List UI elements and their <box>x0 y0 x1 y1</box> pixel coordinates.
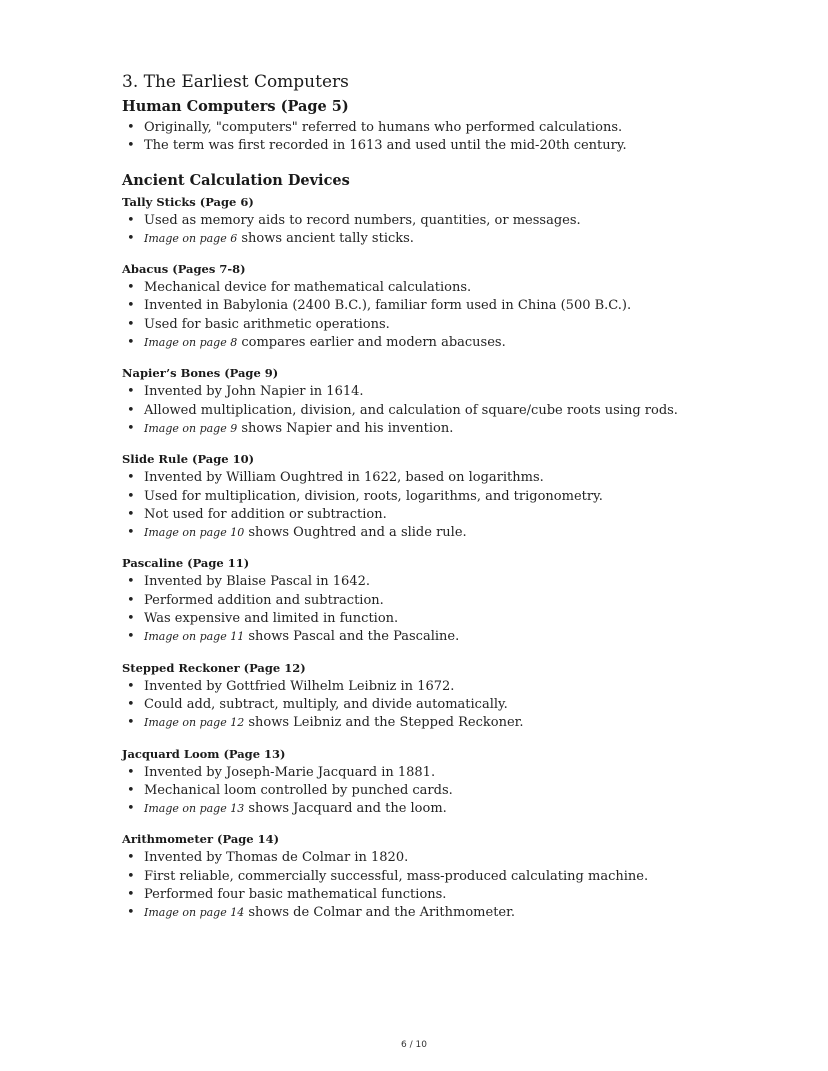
list-item: • Was expensive and limited in function. <box>144 610 722 628</box>
list-item: • Used for basic arithmetic operations. <box>144 316 722 334</box>
device-heading: Stepped Reckoner (Page 12) <box>122 660 306 675</box>
list-item: • Not used for addition or subtraction. <box>144 506 722 524</box>
image-reference-text: shows de Colmar and the Arithmometer. <box>244 905 516 921</box>
image-reference-item <box>144 628 722 646</box>
image-reference-item <box>144 230 722 248</box>
list-item: • Invented by Blaise Pascal in 1642. <box>144 573 722 591</box>
image-reference-label: Image on page 12 <box>144 716 245 730</box>
image-reference-text: compares earlier and modern abacuses. <box>237 335 506 351</box>
list-item: • Invented in Babylonia (2400 B.C.), familiar form used in China (500 B.C.). <box>144 297 722 315</box>
image-reference-text: shows Jacquard and the loom. <box>244 801 447 817</box>
device-list <box>122 849 722 922</box>
device-heading: Napier’s Bones (Page 9) <box>122 366 279 381</box>
list-item: • Used for multiplication, division, roots, logarithms, and trigonometry. <box>144 488 722 506</box>
list-item: • Invented by William Oughtred in 1622, based on logarithms. <box>144 469 722 487</box>
human-computers-list <box>122 119 722 156</box>
image-reference-item <box>144 904 722 922</box>
image-reference-item <box>144 714 722 732</box>
image-reference-label: Image on page 14 <box>144 906 245 920</box>
device-heading: Slide Rule (Page 10) <box>122 452 255 467</box>
device-heading: Pascaline (Page 11) <box>122 556 250 571</box>
list-item: • Performed four basic mathematical functions. <box>144 886 722 904</box>
list-item: • The term was first recorded in 1613 and used until the mid-20th century. <box>144 137 722 155</box>
image-reference-text: shows Oughtred and a slide rule. <box>244 525 467 541</box>
list-item: • Performed addition and subtraction. <box>144 592 722 610</box>
page-number: 6 / 10 <box>401 1040 427 1050</box>
device-list <box>122 383 722 438</box>
image-reference-label: Image on page 8 <box>144 336 238 350</box>
image-reference-label: Image on page 6 <box>144 231 238 245</box>
image-reference-item <box>144 334 722 352</box>
device-list <box>122 573 722 646</box>
list-item: • Invented by Thomas de Colmar in 1820. <box>144 849 722 867</box>
document-page <box>122 72 722 923</box>
list-item: • Mechanical device for mathematical calculations. <box>144 279 722 297</box>
list-item: • Allowed multiplication, division, and calculation of square/cube roots using rods. <box>144 402 722 420</box>
human-computers-heading: Human Computers (Page 5) <box>122 98 349 115</box>
list-item: • Originally, "computers" referred to humans who performed calculations. <box>144 119 722 137</box>
image-reference-text: shows Leibniz and the Stepped Reckoner. <box>244 715 524 731</box>
image-reference-item <box>144 800 722 818</box>
device-list <box>122 212 722 249</box>
image-reference-text: shows ancient tally sticks. <box>237 230 414 246</box>
device-list <box>122 764 722 819</box>
device-list <box>122 279 722 352</box>
image-reference-item <box>144 420 722 438</box>
devices-container <box>122 195 722 923</box>
ancient-devices-heading: Ancient Calculation Devices <box>122 171 350 189</box>
device-heading: Arithmometer (Page 14) <box>122 832 280 847</box>
list-item: • Mechanical loom controlled by punched cards. <box>144 782 722 800</box>
list-item: • Invented by Gottfried Wilhelm Leibniz in 1672. <box>144 678 722 696</box>
device-list <box>122 469 722 542</box>
section-title: 3. The Earliest Computers <box>122 72 349 92</box>
list-item: • Invented by John Napier in 1614. <box>144 383 722 401</box>
image-reference-text: shows Pascal and the Pascaline. <box>244 629 460 645</box>
list-item: • Invented by Joseph-Marie Jacquard in 1881. <box>144 764 722 782</box>
image-reference-label: Image on page 9 <box>144 421 238 435</box>
image-reference-text: shows Napier and his invention. <box>237 420 454 436</box>
device-heading: Jacquard Loom (Page 13) <box>122 746 286 761</box>
device-heading: Abacus (Pages 7-8) <box>122 262 246 277</box>
list-item: • Could add, subtract, multiply, and divide automatically. <box>144 696 722 714</box>
image-reference-label: Image on page 11 <box>144 630 245 644</box>
image-reference-label: Image on page 13 <box>144 802 245 816</box>
image-reference-label: Image on page 10 <box>144 526 245 540</box>
image-reference-item <box>144 524 722 542</box>
list-item: • Used as memory aids to record numbers, quantities, or messages. <box>144 212 722 230</box>
device-list <box>122 678 722 733</box>
device-heading: Tally Sticks (Page 6) <box>122 194 254 209</box>
list-item: • First reliable, commercially successful, mass-produced calculating machine. <box>144 868 722 886</box>
